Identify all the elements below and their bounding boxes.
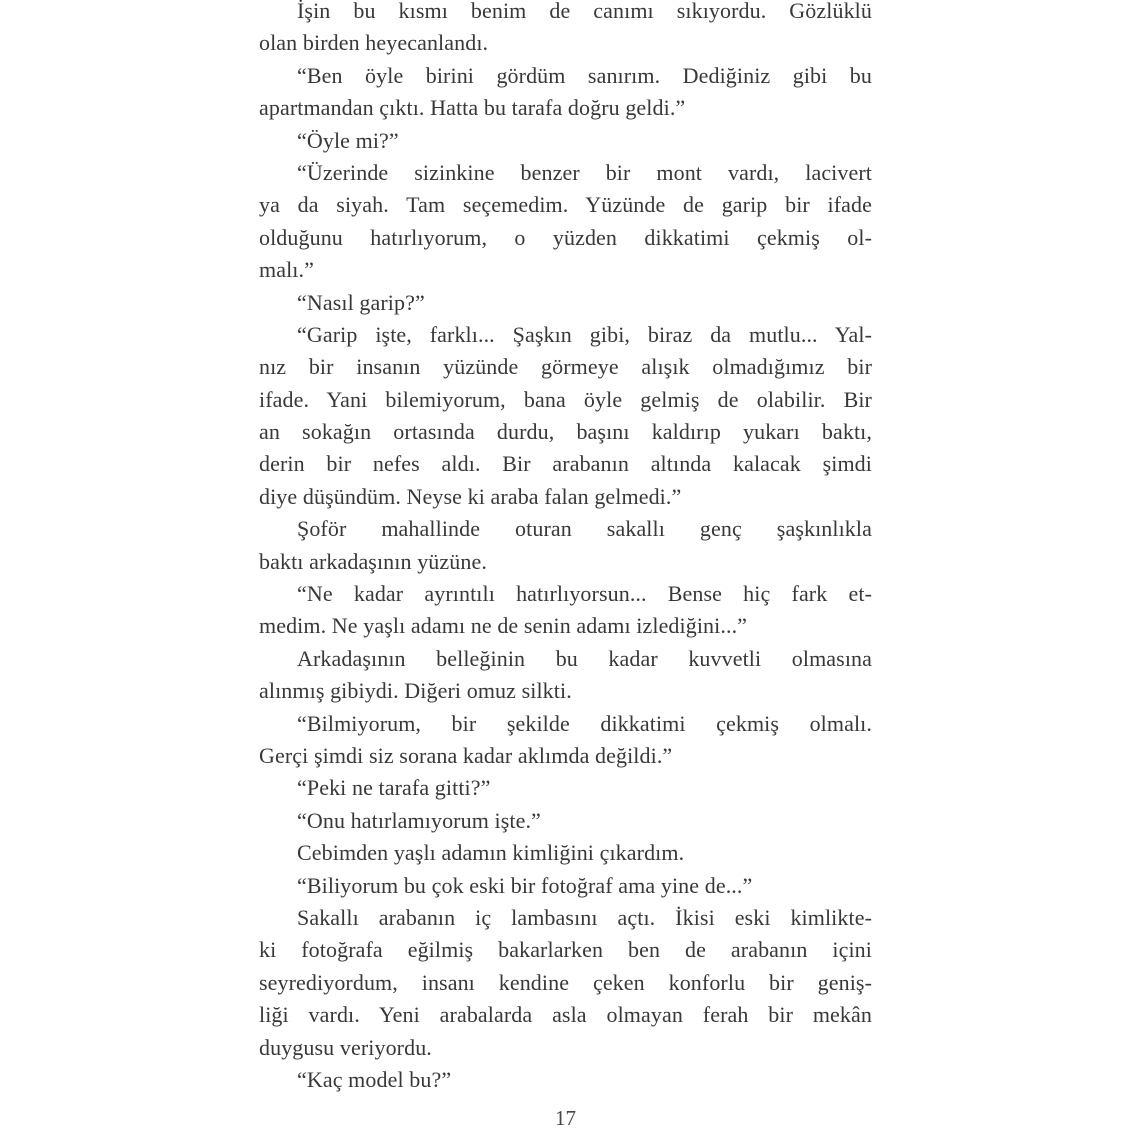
text-line: “Kaç model bu?” [297,1066,452,1092]
text-line: “Garip işte, farklı... Şaşkın gibi, biraz da mutlu... Yal- [297,321,872,347]
paragraph [259,772,872,804]
paragraph [259,157,872,287]
text-line: apartmandan çıktı. Hatta bu tarafa doğru geldi.” [259,95,686,121]
paragraph [259,60,872,125]
text-line: Gerçi şimdi siz sorana kadar aklımda değildi.” [259,742,673,768]
text-line: nız bir insanın yüzünde görmeye alışık olmadığımız bir [259,354,872,380]
text-line: ya da siyah. Tam seçemedim. Yüzünde de garip bir ifade [259,192,872,218]
page-text [259,0,872,1096]
paragraph [259,1064,872,1096]
text-line: derin bir nefes aldı. Bir arabanın altında kalacak şimdi [259,451,872,477]
text-line: medim. Ne yaşlı adamı ne de senin adamı izlediğini...” [259,613,748,639]
text-line: liği vardı. Yeni arabalarda asla olmayan ferah bir mekân [259,1002,872,1028]
page-number: 17 [555,1106,576,1130]
text-line: ifade. Yani bilemiyorum, bana öyle gelmiş de olabilir. Bir [259,386,872,412]
paragraph [259,643,872,708]
text-line: diye düşündüm. Neyse ki araba falan gelmedi.” [259,483,682,509]
text-line: Sakallı arabanın iç lambasını açtı. İkisi eski kimlikte- [297,904,872,930]
paragraph [259,125,872,157]
paragraph [259,319,872,513]
text-line: malı.” [259,257,314,283]
paragraph [259,578,872,643]
text-line: “Peki ne tarafa gitti?” [297,775,491,801]
paragraph [259,708,872,773]
text-line: olan birden heyecanlandı. [259,30,489,56]
paragraph [259,805,872,837]
text-line: “Bilmiyorum, bir şekilde dikkatimi çekmiş olmalı. [297,710,872,736]
text-line: Şoför mahallinde oturan sakallı genç şaşkınlıkla [297,516,872,542]
text-line: an sokağın ortasında durdu, başını kaldırıp yukarı baktı, [259,419,872,445]
text-line: duygusu veriyordu. [259,1034,432,1060]
paragraph [259,0,872,60]
text-line: “Biliyorum bu çok eski bir fotoğraf ama yine de...” [297,872,753,898]
paragraph [259,513,872,578]
text-line: “Üzerinde sizinkine benzer bir mont vardı, lacivert [297,159,872,185]
text-line: “Öyle mi?” [297,127,399,153]
text-line: alınmış gibiydi. Diğeri omuz silkti. [259,678,572,704]
text-line: “Ben öyle birini gördüm sanırım. Dediğiniz gibi bu [297,62,872,88]
text-line: ki fotoğrafa eğilmiş bakarlarken ben de arabanın içini [259,937,872,963]
paragraph [259,870,872,902]
text-line: Cebimden yaşlı adamın kimliğini çıkardım. [297,840,685,866]
text-line: İşin bu kısmı benim de canımı sıkıyordu. Gözlüklü [297,0,872,23]
text-line: Arkadaşının belleğinin bu kadar kuvvetli olmasına [297,645,872,671]
text-line: “Nasıl garip?” [297,289,425,315]
text-line: seyrediyordum, insanı kendine çeken konforlu bir geniş- [259,969,872,995]
text-line: baktı arkadaşının yüzüne. [259,548,487,574]
text-line: “Onu hatırlamıyorum işte.” [297,807,541,833]
paragraph [259,287,872,319]
paragraph [259,837,872,869]
paragraph [259,902,872,1064]
text-line: olduğunu hatırlıyorum, o yüzden dikkatimi çekmiş ol- [259,224,872,250]
text-line: “Ne kadar ayrıntılı hatırlıyorsun... Bense hiç fark et- [297,581,872,607]
